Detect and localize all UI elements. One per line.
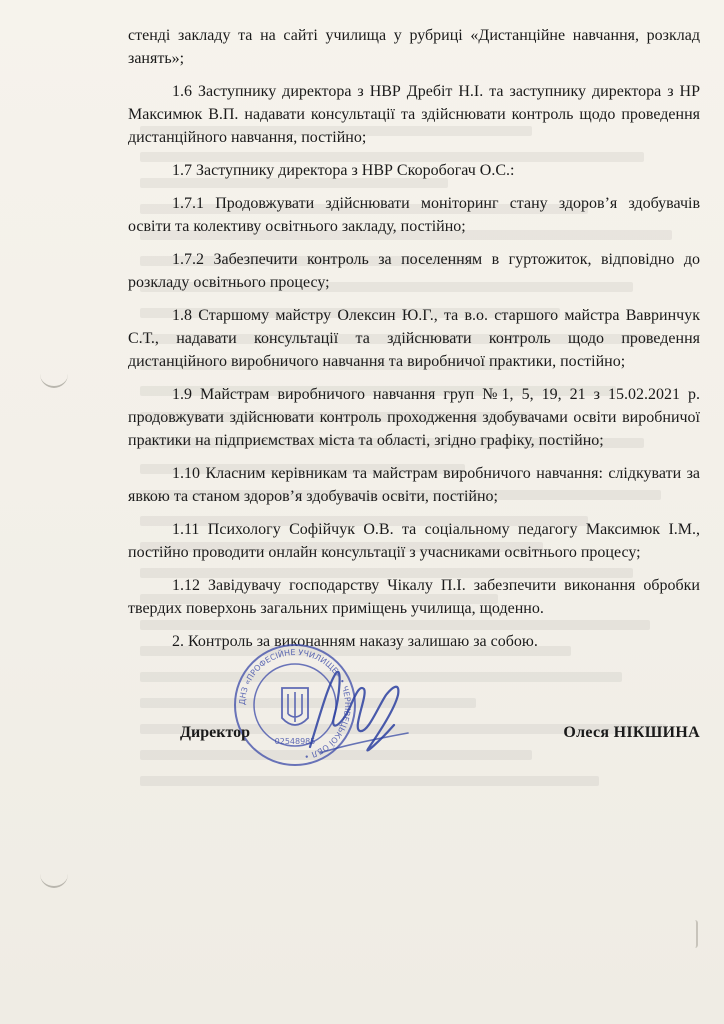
paragraph-1-6: 1.6 Заступнику директора з НВР Дребіт Н.І. та заступнику директора з НР Максимюк В.П. надавати консультації та здійснювати контроль щодо проведення дистанційного навчання, постійно; [128, 83, 700, 146]
paragraph-continuation: стенді закладу та на сайті училища у рубриці «Дистанційне навчання, розклад занять»; [128, 27, 700, 67]
paragraph-1-7-2: 1.7.2 Забезпечити контроль за поселенням в гуртожиток, відповідно до розкладу освітнього процесу; [128, 251, 700, 291]
paragraph-1-7-1: 1.7.1 Продовжувати здійснювати моніторинг стану здоров’я здобувачів освіти та колективу освітнього закладу, постійно; [128, 195, 700, 235]
paragraph-1-10: 1.10 Класним керівникам та майстрам виробничого навчання: слідкувати за явкою та станом здоров’я здобувачів освіти, постійно; [128, 465, 700, 505]
stamp-ring-text: ДНЗ «ПРОФЕСІЙНЕ УЧИЛИЩЕ» • ЧЕРНІВЕЦЬКОЇ ОБЛ • [237, 647, 353, 762]
signature-line [128, 722, 700, 752]
signer-name: Олеся НІКШИНА [563, 724, 700, 741]
paragraph-1-9: 1.9 Майстрам виробничого навчання груп №1, 5, 19, 21 з 15.02.2021 р. продовжувати здійснювати контроль проходження здобувачами освіти виробничої практики на підприємствах міста та області, згідно графіку, постійно; [128, 386, 700, 449]
punch-hole-bottom [40, 872, 68, 888]
stamp-code: 02548985 [274, 737, 316, 746]
paragraph-1-8: 1.8 Старшому майстру Олексин Ю.Г., та в.о. старшого майстра Вавринчук С.Т., надавати консультації та здійснювати контроль щодо проведення дистанційного виробничого навчання та виробничої практики, постійно; [128, 307, 700, 370]
paragraph-1-12: 1.12 Завідувачу господарству Чікалу П.І. забезпечити виконання обробки твердих поверхонь загальних приміщень училища, щоденно. [128, 577, 700, 617]
document-body [128, 24, 700, 663]
paragraph-2: 2. Контроль за виконанням наказу залишаю за собою. [172, 633, 538, 650]
edge-mark [692, 920, 698, 948]
paragraph-1-11: 1.11 Психологу Софійчук О.В. та соціальному педагогу Максимюк І.М., постійно проводити онлайн консультації з учасниками освітнього процесу; [128, 521, 700, 561]
punch-hole-top [40, 372, 68, 388]
signer-title: Директор [180, 724, 250, 741]
paragraph-1-7: 1.7 Заступнику директора з НВР Скоробогач О.С.: [172, 162, 515, 179]
